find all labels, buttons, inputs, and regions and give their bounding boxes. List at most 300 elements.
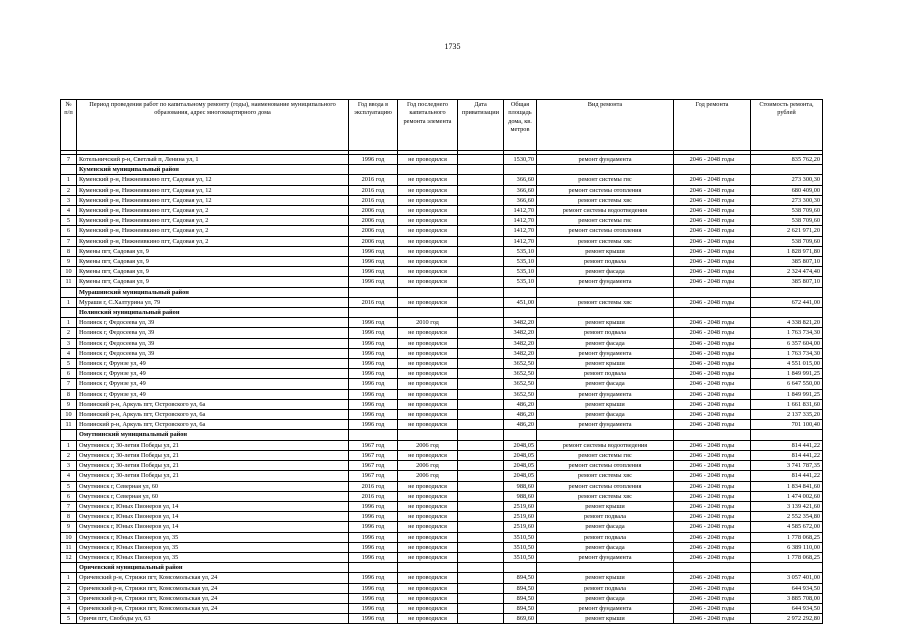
table-row bbox=[61, 481, 823, 491]
row-repair-kind: ремонт системы хвс bbox=[537, 491, 674, 501]
row-built-year: 2006 год bbox=[349, 236, 398, 246]
row-area: 2048,05 bbox=[504, 461, 537, 471]
row-cost: 538 709,60 bbox=[751, 206, 823, 216]
row-area: 1412,70 bbox=[504, 236, 537, 246]
row-number: 2 bbox=[61, 450, 77, 460]
row-built-year: 1996 год bbox=[349, 389, 398, 399]
row-built-year: 1996 год bbox=[349, 277, 398, 287]
row-built-year: 1996 год bbox=[349, 257, 398, 267]
row-repair-year: 2046 - 2048 годы bbox=[674, 471, 751, 481]
row-cost: 385 807,10 bbox=[751, 257, 823, 267]
district-empty-cell bbox=[674, 563, 751, 573]
row-area: 2519,60 bbox=[504, 501, 537, 511]
row-repair-year: 2046 - 2048 годы bbox=[674, 532, 751, 542]
table-row bbox=[61, 512, 823, 522]
table-row bbox=[61, 175, 823, 185]
row-address: Мураши г, С.Халтурина ул, 79 bbox=[77, 297, 349, 307]
row-built-year: 2016 год bbox=[349, 481, 398, 491]
district-num-cell bbox=[61, 563, 77, 573]
row-repair-year: 2046 - 2048 годы bbox=[674, 348, 751, 358]
table-row bbox=[61, 379, 823, 389]
district-empty-cell bbox=[398, 165, 458, 175]
row-number: 11 bbox=[61, 420, 77, 430]
row-cost: 1 849 991,25 bbox=[751, 369, 823, 379]
row-privatization bbox=[458, 379, 504, 389]
row-area: 535,10 bbox=[504, 257, 537, 267]
row-number: 4 bbox=[61, 603, 77, 613]
row-area: 535,10 bbox=[504, 277, 537, 287]
row-number: 1 bbox=[61, 297, 77, 307]
row-built-year: 1996 год bbox=[349, 318, 398, 328]
row-repair-year: 2046 - 2048 годы bbox=[674, 369, 751, 379]
district-header-row bbox=[61, 165, 823, 175]
district-empty-cell bbox=[537, 165, 674, 175]
row-built-year: 1996 год bbox=[349, 410, 398, 420]
row-cost: 1 763 734,30 bbox=[751, 328, 823, 338]
row-address: Куменский р-н, Нижнеивкино пгт, Садовая ул, 12 bbox=[77, 175, 349, 185]
row-last-repair: не проводился bbox=[398, 532, 458, 542]
row-last-repair: не проводился bbox=[398, 328, 458, 338]
row-privatization bbox=[458, 369, 504, 379]
row-privatization bbox=[458, 471, 504, 481]
district-name: Оричевский муниципальный район bbox=[77, 563, 349, 573]
row-last-repair: не проводился bbox=[398, 389, 458, 399]
table-row bbox=[61, 471, 823, 481]
row-cost: 2 621 971,20 bbox=[751, 226, 823, 236]
row-address: Омутнинск г, 30-летия Победы ул, 21 bbox=[77, 471, 349, 481]
header-address: Период проведения работ по капитальному ремонту (годы), наименование муниципального образования, адрес многоквартирного дома bbox=[77, 100, 349, 151]
row-number: 6 bbox=[61, 491, 77, 501]
table-row bbox=[61, 236, 823, 246]
row-repair-year: 2046 - 2048 годы bbox=[674, 328, 751, 338]
row-built-year: 1967 год bbox=[349, 450, 398, 460]
row-cost: 6 357 604,00 bbox=[751, 338, 823, 348]
row-built-year: 2016 год bbox=[349, 185, 398, 195]
row-cost: 273 300,30 bbox=[751, 195, 823, 205]
row-repair-kind: ремонт системы отопления bbox=[537, 185, 674, 195]
district-empty-cell bbox=[349, 308, 398, 318]
row-area: 2048,05 bbox=[504, 450, 537, 460]
row-address: Оричевский р-н, Стрижи пгт, Комсомольская ул, 24 bbox=[77, 593, 349, 603]
row-privatization bbox=[458, 501, 504, 511]
row-repair-kind: ремонт фундамента bbox=[537, 603, 674, 613]
table-row bbox=[61, 491, 823, 501]
table-row bbox=[61, 369, 823, 379]
row-address: Омутнинск г, Юных Пионеров ул, 14 bbox=[77, 522, 349, 532]
row-privatization bbox=[458, 491, 504, 501]
row-number: 5 bbox=[61, 216, 77, 226]
table-row bbox=[61, 277, 823, 287]
row-area: 1530,70 bbox=[504, 155, 537, 165]
row-number: 10 bbox=[61, 267, 77, 277]
row-built-year: 1996 год bbox=[349, 573, 398, 583]
row-built-year: 1996 год bbox=[349, 583, 398, 593]
row-cost: 6 389 110,00 bbox=[751, 542, 823, 552]
row-last-repair: не проводился bbox=[398, 359, 458, 369]
row-repair-kind: ремонт подвала bbox=[537, 532, 674, 542]
table-row bbox=[61, 297, 823, 307]
row-area: 1412,70 bbox=[504, 206, 537, 216]
row-built-year: 1996 год bbox=[349, 338, 398, 348]
district-empty-cell bbox=[504, 287, 537, 297]
table-row bbox=[61, 226, 823, 236]
row-area: 366,60 bbox=[504, 175, 537, 185]
table-body bbox=[61, 155, 823, 624]
row-last-repair: не проводился bbox=[398, 501, 458, 511]
table-row bbox=[61, 461, 823, 471]
row-repair-kind: ремонт крыши bbox=[537, 501, 674, 511]
row-repair-kind: ремонт подвала bbox=[537, 512, 674, 522]
row-built-year: 1996 год bbox=[349, 522, 398, 532]
row-cost: 701 100,40 bbox=[751, 420, 823, 430]
row-privatization bbox=[458, 512, 504, 522]
row-repair-year: 2046 - 2048 годы bbox=[674, 583, 751, 593]
district-header-row bbox=[61, 308, 823, 318]
table-row bbox=[61, 501, 823, 511]
row-address: Омутнинск г, 30-летия Победы ул, 21 bbox=[77, 461, 349, 471]
row-repair-kind: ремонт крыши bbox=[537, 573, 674, 583]
row-last-repair: не проводился bbox=[398, 491, 458, 501]
row-cost: 3 885 708,00 bbox=[751, 593, 823, 603]
district-empty-cell bbox=[537, 308, 674, 318]
row-repair-kind: ремонт фасада bbox=[537, 267, 674, 277]
row-cost: 273 300,30 bbox=[751, 175, 823, 185]
district-empty-cell bbox=[458, 165, 504, 175]
row-repair-kind: ремонт фундамента bbox=[537, 420, 674, 430]
row-area: 1412,70 bbox=[504, 216, 537, 226]
district-empty-cell bbox=[674, 308, 751, 318]
row-privatization bbox=[458, 246, 504, 256]
row-area: 2048,05 bbox=[504, 440, 537, 450]
table-row bbox=[61, 399, 823, 409]
district-empty-cell bbox=[674, 165, 751, 175]
row-privatization bbox=[458, 593, 504, 603]
row-built-year: 1967 год bbox=[349, 440, 398, 450]
row-number: 1 bbox=[61, 318, 77, 328]
table-row bbox=[61, 257, 823, 267]
row-built-year: 1996 год bbox=[349, 501, 398, 511]
row-built-year: 1996 год bbox=[349, 552, 398, 562]
row-address: Омутнинск г, 30-летия Победы ул, 21 bbox=[77, 440, 349, 450]
row-number: 11 bbox=[61, 542, 77, 552]
row-number: 3 bbox=[61, 338, 77, 348]
row-number: 9 bbox=[61, 399, 77, 409]
row-last-repair: не проводился bbox=[398, 175, 458, 185]
row-cost: 3 741 787,35 bbox=[751, 461, 823, 471]
row-repair-kind: ремонт системы хвс bbox=[537, 195, 674, 205]
row-repair-kind: ремонт системы отопления bbox=[537, 226, 674, 236]
row-address: Нолинск г, Федосеева ул, 39 bbox=[77, 328, 349, 338]
row-area: 3482,20 bbox=[504, 338, 537, 348]
district-empty-cell bbox=[751, 165, 823, 175]
row-area: 3652,50 bbox=[504, 359, 537, 369]
row-last-repair: не проводился bbox=[398, 573, 458, 583]
row-cost: 3 057 401,00 bbox=[751, 573, 823, 583]
row-number: 8 bbox=[61, 512, 77, 522]
row-last-repair: не проводился bbox=[398, 399, 458, 409]
row-address: Оричевский р-н, Стрижи пгт, Комсомольская ул, 24 bbox=[77, 573, 349, 583]
row-repair-year: 2046 - 2048 годы bbox=[674, 614, 751, 624]
row-area: 1412,70 bbox=[504, 226, 537, 236]
row-repair-year: 2046 - 2048 годы bbox=[674, 359, 751, 369]
table-row bbox=[61, 155, 823, 165]
row-address: Нолинск г, Федосеева ул, 39 bbox=[77, 348, 349, 358]
row-repair-year: 2046 - 2048 годы bbox=[674, 522, 751, 532]
row-built-year: 1996 год bbox=[349, 603, 398, 613]
row-privatization bbox=[458, 175, 504, 185]
row-number: 4 bbox=[61, 206, 77, 216]
row-cost: 680 409,00 bbox=[751, 185, 823, 195]
row-cost: 4 585 672,00 bbox=[751, 522, 823, 532]
row-cost: 1 474 002,60 bbox=[751, 491, 823, 501]
row-privatization bbox=[458, 236, 504, 246]
row-area: 988,60 bbox=[504, 491, 537, 501]
row-address: Оричи пгт, Свободы ул, 63 bbox=[77, 614, 349, 624]
row-number: 3 bbox=[61, 461, 77, 471]
row-repair-year: 2046 - 2048 годы bbox=[674, 440, 751, 450]
row-number: 5 bbox=[61, 614, 77, 624]
row-area: 535,10 bbox=[504, 267, 537, 277]
row-privatization bbox=[458, 185, 504, 195]
row-number: 10 bbox=[61, 532, 77, 542]
row-repair-kind: ремонт подвала bbox=[537, 257, 674, 267]
row-number: 3 bbox=[61, 195, 77, 205]
row-privatization bbox=[458, 420, 504, 430]
row-repair-year: 2046 - 2048 годы bbox=[674, 297, 751, 307]
row-repair-year: 2046 - 2048 годы bbox=[674, 603, 751, 613]
row-privatization bbox=[458, 359, 504, 369]
row-repair-kind: ремонт подвала bbox=[537, 583, 674, 593]
row-cost: 1 661 831,60 bbox=[751, 399, 823, 409]
row-privatization bbox=[458, 552, 504, 562]
row-address: Оричевский р-н, Стрижи пгт, Комсомольская ул, 24 bbox=[77, 603, 349, 613]
row-number: 11 bbox=[61, 277, 77, 287]
district-empty-cell bbox=[751, 563, 823, 573]
row-address: Омутнинск г, 30-летия Победы ул, 21 bbox=[77, 450, 349, 460]
row-built-year: 1996 год bbox=[349, 369, 398, 379]
row-area: 869,60 bbox=[504, 614, 537, 624]
table-row bbox=[61, 450, 823, 460]
row-area: 3652,50 bbox=[504, 389, 537, 399]
row-area: 486,20 bbox=[504, 420, 537, 430]
table-row bbox=[61, 348, 823, 358]
row-built-year: 2016 год bbox=[349, 195, 398, 205]
row-area: 988,60 bbox=[504, 481, 537, 491]
row-area: 486,20 bbox=[504, 399, 537, 409]
row-last-repair: не проводился bbox=[398, 267, 458, 277]
district-empty-cell bbox=[751, 430, 823, 440]
row-repair-kind: ремонт фундамента bbox=[537, 389, 674, 399]
row-repair-kind: ремонт крыши bbox=[537, 318, 674, 328]
row-area: 3482,20 bbox=[504, 348, 537, 358]
row-built-year: 1996 год bbox=[349, 155, 398, 165]
row-repair-kind: ремонт фасада bbox=[537, 379, 674, 389]
row-repair-kind: ремонт крыши bbox=[537, 614, 674, 624]
header-num: № п/п bbox=[61, 100, 77, 151]
row-repair-kind: ремонт фасада bbox=[537, 522, 674, 532]
district-empty-cell bbox=[458, 563, 504, 573]
row-cost: 814 441,22 bbox=[751, 440, 823, 450]
row-repair-kind: ремонт системы отопления bbox=[537, 461, 674, 471]
row-privatization bbox=[458, 155, 504, 165]
row-repair-year: 2046 - 2048 годы bbox=[674, 389, 751, 399]
row-built-year: 1967 год bbox=[349, 471, 398, 481]
row-cost: 644 934,50 bbox=[751, 583, 823, 593]
row-privatization bbox=[458, 257, 504, 267]
row-address: Кумены пгт, Садовая ул, 9 bbox=[77, 246, 349, 256]
row-number: 8 bbox=[61, 246, 77, 256]
row-number: 10 bbox=[61, 410, 77, 420]
row-area: 894,50 bbox=[504, 573, 537, 583]
row-cost: 2 137 335,20 bbox=[751, 410, 823, 420]
row-address: Кумены пгт, Садовая ул, 9 bbox=[77, 267, 349, 277]
row-built-year: 1996 год bbox=[349, 420, 398, 430]
row-cost: 538 709,60 bbox=[751, 236, 823, 246]
row-repair-kind: ремонт фасада bbox=[537, 410, 674, 420]
row-privatization bbox=[458, 522, 504, 532]
table-row bbox=[61, 389, 823, 399]
district-header-row bbox=[61, 430, 823, 440]
row-number: 1 bbox=[61, 573, 77, 583]
row-number: 2 bbox=[61, 185, 77, 195]
row-cost: 2 552 354,80 bbox=[751, 512, 823, 522]
row-built-year: 1996 год bbox=[349, 512, 398, 522]
table-row bbox=[61, 206, 823, 216]
row-repair-year: 2046 - 2048 годы bbox=[674, 542, 751, 552]
row-privatization bbox=[458, 328, 504, 338]
district-empty-cell bbox=[751, 308, 823, 318]
row-privatization bbox=[458, 542, 504, 552]
row-privatization bbox=[458, 440, 504, 450]
table-row bbox=[61, 195, 823, 205]
row-last-repair: не проводился bbox=[398, 522, 458, 532]
row-last-repair: 2006 год bbox=[398, 440, 458, 450]
district-empty-cell bbox=[504, 308, 537, 318]
row-address: Оричевский р-н, Стрижи пгт, Комсомольская ул, 24 bbox=[77, 583, 349, 593]
district-empty-cell bbox=[398, 308, 458, 318]
row-last-repair: не проводился bbox=[398, 593, 458, 603]
row-last-repair: не проводился bbox=[398, 236, 458, 246]
row-cost: 672 441,00 bbox=[751, 297, 823, 307]
row-address: Омутнинск г, Юных Пионеров ул, 35 bbox=[77, 552, 349, 562]
row-repair-kind: ремонт системы гвс bbox=[537, 175, 674, 185]
row-number: 7 bbox=[61, 501, 77, 511]
row-repair-kind: ремонт подвала bbox=[537, 328, 674, 338]
row-repair-year: 2046 - 2048 годы bbox=[674, 501, 751, 511]
row-cost: 1 828 971,80 bbox=[751, 246, 823, 256]
row-number: 12 bbox=[61, 552, 77, 562]
row-repair-kind: ремонт крыши bbox=[537, 246, 674, 256]
district-empty-cell bbox=[458, 287, 504, 297]
row-cost: 385 807,10 bbox=[751, 277, 823, 287]
row-repair-year: 2046 - 2048 годы bbox=[674, 175, 751, 185]
table-row bbox=[61, 338, 823, 348]
row-number: 8 bbox=[61, 389, 77, 399]
row-repair-kind: ремонт крыши bbox=[537, 359, 674, 369]
row-built-year: 2006 год bbox=[349, 226, 398, 236]
row-last-repair: не проводился bbox=[398, 614, 458, 624]
row-built-year: 1996 год bbox=[349, 359, 398, 369]
row-repair-kind: ремонт системы водоотведения bbox=[537, 440, 674, 450]
row-privatization bbox=[458, 338, 504, 348]
row-last-repair: не проводился bbox=[398, 155, 458, 165]
row-area: 894,50 bbox=[504, 593, 537, 603]
header-privatization: Дата приватизации bbox=[458, 100, 504, 151]
row-last-repair: 2010 год bbox=[398, 318, 458, 328]
row-last-repair: не проводился bbox=[398, 450, 458, 460]
row-area: 486,20 bbox=[504, 410, 537, 420]
row-privatization bbox=[458, 614, 504, 624]
row-number: 7 bbox=[61, 236, 77, 246]
row-address: Нолинский р-н, Аркуль пгт, Островского ул, 6а bbox=[77, 399, 349, 409]
district-empty-cell bbox=[537, 430, 674, 440]
row-repair-year: 2046 - 2048 годы bbox=[674, 216, 751, 226]
row-area: 366,60 bbox=[504, 195, 537, 205]
row-privatization bbox=[458, 216, 504, 226]
row-privatization bbox=[458, 267, 504, 277]
row-area: 3652,50 bbox=[504, 379, 537, 389]
repair-schedule-table bbox=[60, 99, 823, 624]
row-privatization bbox=[458, 226, 504, 236]
row-number: 7 bbox=[61, 379, 77, 389]
row-cost: 1 849 991,25 bbox=[751, 389, 823, 399]
row-area: 535,10 bbox=[504, 246, 537, 256]
row-privatization bbox=[458, 603, 504, 613]
row-cost: 1 834 841,60 bbox=[751, 481, 823, 491]
row-last-repair: не проводился bbox=[398, 246, 458, 256]
row-built-year: 2016 год bbox=[349, 491, 398, 501]
row-last-repair: 2006 год bbox=[398, 461, 458, 471]
row-repair-kind: ремонт фундамента bbox=[537, 155, 674, 165]
row-address: Куменский р-н, Нижнеивкино пгт, Садовая ул, 2 bbox=[77, 226, 349, 236]
row-cost: 814 441,22 bbox=[751, 450, 823, 460]
row-privatization bbox=[458, 277, 504, 287]
row-last-repair: не проводился bbox=[398, 297, 458, 307]
district-empty-cell bbox=[398, 430, 458, 440]
row-built-year: 1996 год bbox=[349, 614, 398, 624]
row-last-repair: не проводился bbox=[398, 348, 458, 358]
row-repair-kind: ремонт системы гвс bbox=[537, 450, 674, 460]
row-privatization bbox=[458, 461, 504, 471]
row-repair-year: 2046 - 2048 годы bbox=[674, 195, 751, 205]
row-repair-kind: ремонт фундамента bbox=[537, 277, 674, 287]
row-repair-kind: ремонт системы хвс bbox=[537, 236, 674, 246]
district-num-cell bbox=[61, 308, 77, 318]
row-repair-kind: ремонт фундамента bbox=[537, 552, 674, 562]
row-repair-year: 2046 - 2048 годы bbox=[674, 236, 751, 246]
row-address: Нолинск г, Федосеева ул, 39 bbox=[77, 338, 349, 348]
row-address: Котельничский р-н, Светлый п, Ленина ул, 1 bbox=[77, 155, 349, 165]
row-privatization bbox=[458, 348, 504, 358]
row-built-year: 2016 год bbox=[349, 297, 398, 307]
row-address: Нолинский р-н, Аркуль пгт, Островского ул, 6а bbox=[77, 420, 349, 430]
row-area: 3510,50 bbox=[504, 552, 537, 562]
row-last-repair: не проводился bbox=[398, 420, 458, 430]
row-address: Нолинский р-н, Аркуль пгт, Островского ул, 6а bbox=[77, 410, 349, 420]
district-num-cell bbox=[61, 287, 77, 297]
row-cost: 3 139 421,60 bbox=[751, 501, 823, 511]
row-repair-year: 2046 - 2048 годы bbox=[674, 318, 751, 328]
row-repair-kind: ремонт системы водоотведения bbox=[537, 206, 674, 216]
row-address: Нолинск г, Фрунзе ул, 49 bbox=[77, 359, 349, 369]
row-repair-kind: ремонт фасада bbox=[537, 338, 674, 348]
row-cost: 4 338 821,20 bbox=[751, 318, 823, 328]
district-empty-cell bbox=[349, 165, 398, 175]
row-repair-year: 2046 - 2048 годы bbox=[674, 481, 751, 491]
row-repair-kind: ремонт подвала bbox=[537, 369, 674, 379]
row-repair-year: 2046 - 2048 годы bbox=[674, 552, 751, 562]
header-repair-kind: Вид ремонта bbox=[537, 100, 674, 151]
